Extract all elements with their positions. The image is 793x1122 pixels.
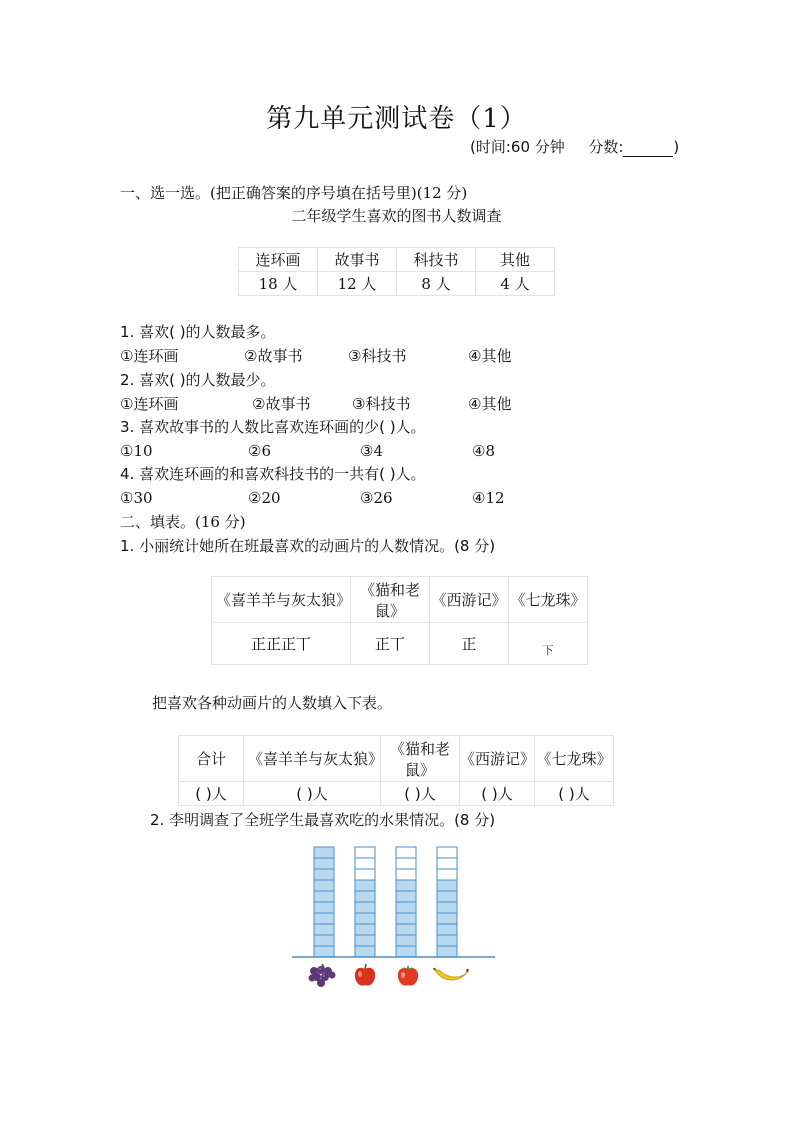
question-2-options [120,394,580,414]
option[interactable]: ②6 [248,442,271,460]
header-cell: 连环画 [239,248,318,272]
bar-cell-grape [314,891,334,902]
option[interactable]: ③科技书 [352,395,411,413]
section2-q1: 1. 小丽统计她所在班最喜欢的动画片的人数情况。(8 分) [120,537,496,555]
score-close: ) [673,138,680,156]
fill-instruction: 把喜欢各种动画片的人数填入下表。 [152,694,393,712]
option[interactable]: ①连环画 [120,395,179,413]
option[interactable]: ③科技书 [348,347,407,365]
bar-cell-tomato [396,913,416,924]
bar-cell-grape [314,869,334,880]
option[interactable]: ④8 [472,442,495,460]
option[interactable]: ④12 [472,489,505,507]
question-1-options [120,346,580,366]
header-cell: 《七龙珠》 [535,736,614,782]
option[interactable]: ②故事书 [252,395,311,413]
section2-heading: 二、填表。(16 分) [120,513,246,531]
option[interactable]: ④其他 [468,347,512,365]
blank-cell[interactable]: ( )人 [460,782,535,806]
score-label: 分数: [588,138,624,156]
header-cell: 《七龙珠》 [509,577,588,623]
option[interactable]: ④其他 [468,395,512,413]
blank-cell[interactable]: ( )人 [179,782,244,806]
bar-cell-banana [437,946,457,957]
section1-heading: 一、选一选。(把正确答案的序号填在括号里)(12 分) [120,184,468,202]
bar-cell-apple [355,913,375,924]
blank-cell[interactable]: ( )人 [244,782,381,806]
bar-cell-tomato [396,880,416,891]
bar-cell-apple [355,924,375,935]
fruit-grid-chart [290,830,500,965]
grape-icon [306,962,338,988]
option[interactable]: ②20 [248,489,281,507]
page-title: 第九单元测试卷（1） [266,104,527,134]
option[interactable]: ①10 [120,442,153,460]
blank-cell[interactable]: ( )人 [535,782,614,806]
bar-cell-tomato [396,869,416,880]
bar-cell-grape [314,880,334,891]
bar-cell-banana [437,880,457,891]
banana-icon [433,964,469,986]
bar-cell-apple [355,858,375,869]
header-cell: 《西游记》 [430,577,509,623]
question-3: 3. 喜欢故事书的人数比喜欢连环画的少( )人。 [120,418,426,436]
bar-cell-apple [355,891,375,902]
header-cell: 合计 [179,736,244,782]
exam-meta [470,136,679,157]
bar-cell-grape [314,924,334,935]
header-cell: 《猫和老鼠》 [381,736,460,782]
tomato-icon [395,962,421,988]
fill-table [178,735,614,806]
value-cell: 4 人 [476,272,555,296]
value-cell: 8 人 [397,272,476,296]
time-label: (时间:60 分钟 [470,138,565,156]
bar-cell-banana [437,891,457,902]
option[interactable]: ②故事书 [244,347,303,365]
bar-cell-banana [437,858,457,869]
value-cell: 18 人 [239,272,318,296]
question-4: 4. 喜欢连环画的和喜欢科技书的一共有( )人。 [120,465,426,483]
question-2: 2. 喜欢( )的人数最少。 [120,371,276,389]
bar-cell-banana [437,902,457,913]
bar-cell-tomato [396,891,416,902]
option[interactable]: ③26 [360,489,393,507]
blank-cell[interactable]: ( )人 [381,782,460,806]
tally-cell: 下 [509,623,588,665]
bar-cell-tomato [396,924,416,935]
bar-cell-apple [355,869,375,880]
tally-cell: 正 [430,623,509,665]
header-cell: 《喜羊羊与灰太狼》 [244,736,381,782]
score-blank[interactable] [623,142,673,157]
bar-cell-tomato [396,935,416,946]
tally-table [211,576,588,665]
chart-bars [314,847,457,957]
bar-cell-grape [314,935,334,946]
option[interactable]: ①30 [120,489,153,507]
bar-cell-banana [437,913,457,924]
bar-cell-apple [355,946,375,957]
question-1: 1. 喜欢( )的人数最多。 [120,323,276,341]
bar-cell-tomato [396,946,416,957]
bar-cell-apple [355,847,375,858]
bar-cell-grape [314,913,334,924]
table-title: 二年级学生喜欢的图书人数调查 [291,207,502,225]
bar-cell-tomato [396,858,416,869]
tally-cell: 正丅 [351,623,430,665]
bar-cell-banana [437,869,457,880]
header-cell: 故事书 [318,248,397,272]
section2-q2: 2. 李明调查了全班学生最喜欢吃的水果情况。(8 分) [150,811,496,829]
header-cell: 《猫和老鼠》 [351,577,430,623]
bar-cell-banana [437,935,457,946]
bar-cell-apple [355,880,375,891]
question-4-options [120,488,580,508]
bar-cell-tomato [396,847,416,858]
question-3-options [120,441,580,461]
value-cell: 12 人 [318,272,397,296]
header-cell: 《西游记》 [460,736,535,782]
option[interactable]: ③4 [360,442,383,460]
bar-cell-tomato [396,902,416,913]
bar-cell-apple [355,935,375,946]
option[interactable]: ①连环画 [120,347,179,365]
bar-cell-banana [437,847,457,858]
bar-cell-apple [355,902,375,913]
bar-cell-grape [314,902,334,913]
bar-cell-grape [314,946,334,957]
header-cell: 科技书 [397,248,476,272]
header-cell: 其他 [476,248,555,272]
book-survey-table [238,247,555,296]
bar-cell-grape [314,858,334,869]
bar-cell-banana [437,924,457,935]
header-cell: 《喜羊羊与灰太狼》 [212,577,351,623]
bar-cell-grape [314,847,334,858]
apple-icon [352,962,378,988]
tally-cell: 正正正丅 [212,623,351,665]
